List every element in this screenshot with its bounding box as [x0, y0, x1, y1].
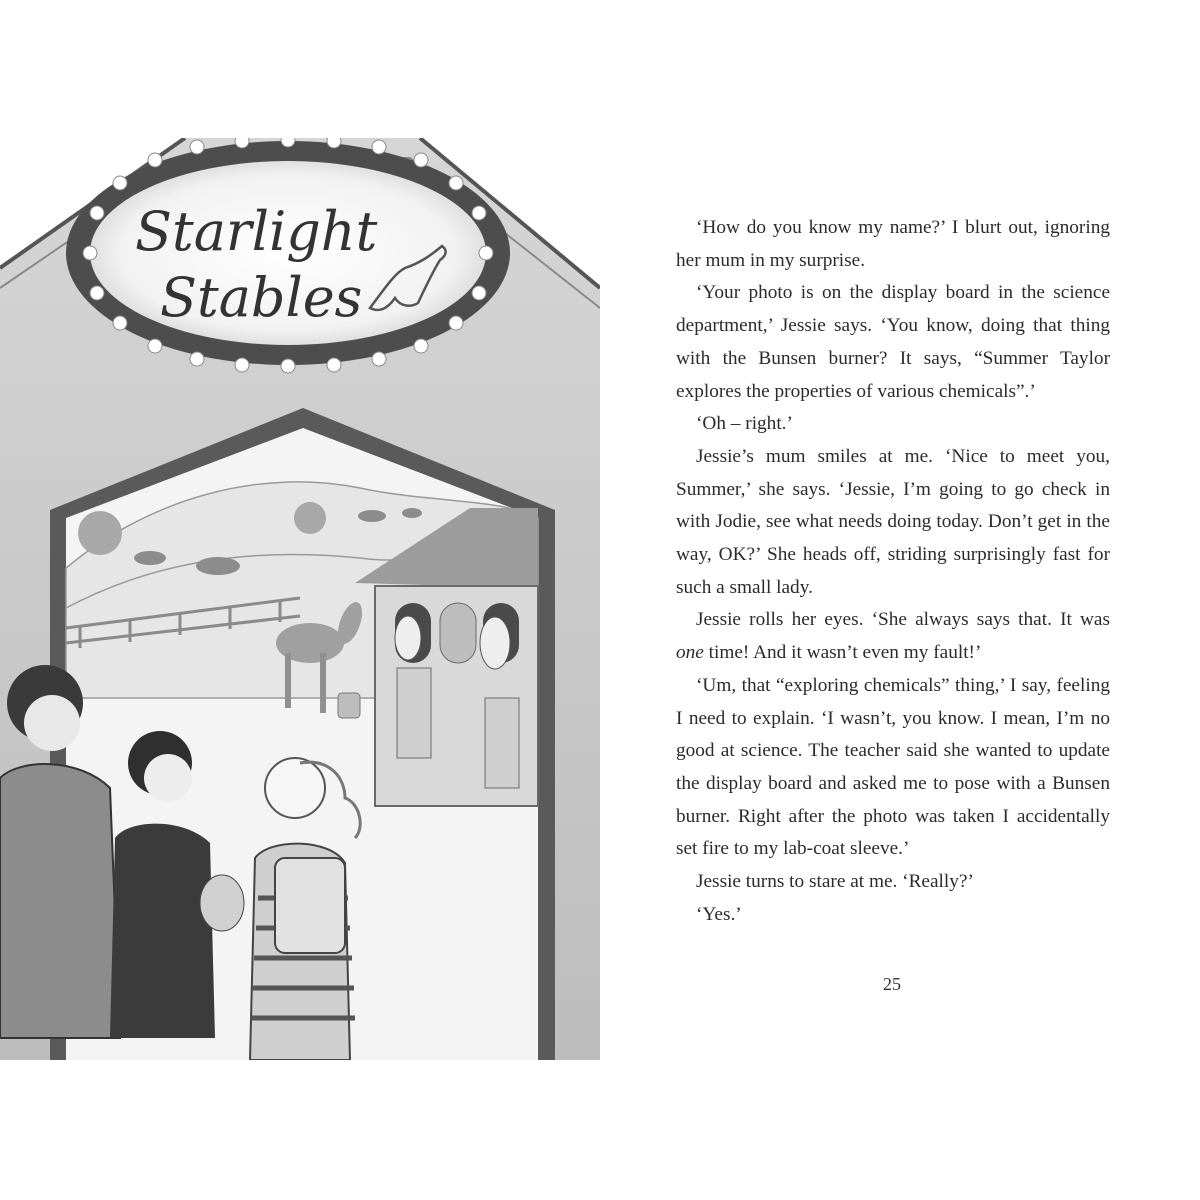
horse [358, 510, 386, 522]
paragraph-5 [676, 604, 1110, 669]
tree [78, 511, 122, 555]
horse [402, 508, 422, 518]
stable-illustration [0, 138, 600, 1060]
page-number: 25 [883, 974, 901, 994]
paragraph-5-after: time! And it wasn’t even my fault!’ [703, 642, 982, 664]
horse [196, 557, 240, 575]
bucket [338, 693, 360, 718]
horse-head [480, 617, 510, 669]
paragraph-4: Jessie’s mum smiles at me. ‘Nice to meet you, Summer,’ she says. ‘Jessie, I’m going to go check in with Jodie, see what needs doing today. Don’t get in the way, OK?’ She heads off, striding surprisingly fast for such a small lady. [676, 445, 1110, 598]
horse [134, 551, 166, 565]
text-page [676, 212, 1110, 931]
sign-title-line2: Stables [160, 266, 363, 329]
paragraph-7: Jessie turns to stare at me. ‘Really?’ [696, 871, 974, 893]
paragraph-8: ‘Yes.’ [696, 903, 742, 925]
tree [294, 502, 326, 534]
horse-head [395, 616, 421, 660]
sign-title-line1: Starlight [135, 200, 378, 263]
stable-scene-drawing [0, 138, 600, 1060]
paragraph-3: ‘Oh – right.’ [696, 413, 793, 435]
page-number-row [0, 974, 1200, 995]
paragraph-2: ‘Your photo is on the display board in the science department,’ Jessie says. ‘You know, doing that thing with the Bunsen burner? It says, “Summer Taylor explores the properties of various chemicals”.’ [676, 282, 1110, 402]
paragraph-6: ‘Um, that “exploring chemicals” thing,’ I say, feeling I need to explain. ‘I wasn’t, you know. I mean, I’m no good at science. The teacher said she wanted to update the display board and asked me to pose with a Bunsen burner. Right after the photo was taken I accidentally set fire to my lab-coat sleeve.’ [676, 674, 1110, 860]
paragraph-1: ‘How do you know my name?’ I blurt out, ignoring her mum in my surprise. [676, 217, 1110, 271]
paragraph-5-emphasis: one [676, 642, 704, 664]
paragraph-5-before: Jessie rolls her eyes. ‘She always says that. It was [696, 609, 1110, 631]
